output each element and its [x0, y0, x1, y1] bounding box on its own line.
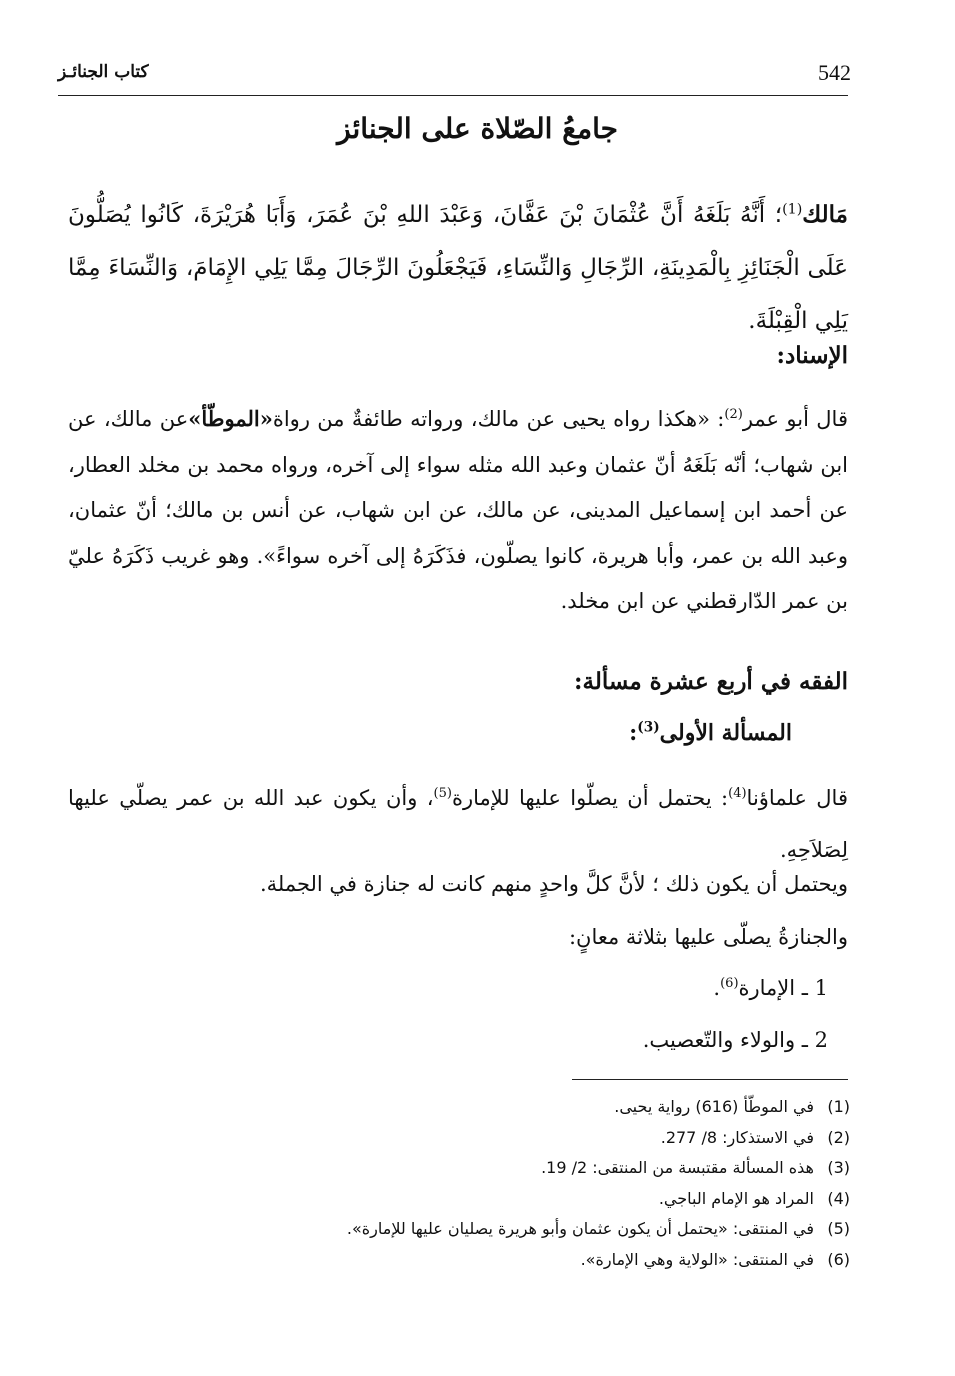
- footnote: [150, 1092, 850, 1123]
- footnote-ref-1: (1): [782, 201, 803, 218]
- footnote-ref-2: (2): [724, 407, 743, 422]
- list-item-1-text: 1 ـ الإمارة: [738, 976, 828, 1000]
- footnote: [150, 1153, 850, 1184]
- isnad-part1: قال أبو عمر: [742, 407, 848, 431]
- subsection-heading: [629, 720, 792, 746]
- header-rule: [58, 95, 848, 96]
- isnad-part3: عن مالك، عن ابن شهاب؛ أنّه بَلَغَهُ أنّ عثمان وعبد الله مثله سواء إلى آخره، ورواه محمد بن مخلد العطار، عن أحمد ابن إسماعيل المدينى، عن مالك، عن ابن شهاب، عن أنس بن مالك؛ أنّ عثمان، وعبد الله بن عمر، وأبا هريرة، كانوا يصلّون، فذَكَرَهُ إلى آخره سواءً». وهو غريب ذَكَرَهُ عليّ بن عمر الدّارقطني عن ابن مخلد.: [68, 407, 848, 613]
- section-heading-fiqh: الفقه في أربع عشرة مسألة:: [574, 668, 848, 695]
- list-item-2: 2 ـ والولاء والتّعصيب.: [642, 1028, 828, 1052]
- page-number: 542: [818, 60, 851, 85]
- footnote: [150, 1184, 850, 1215]
- footnote-ref-6: (6): [720, 976, 739, 991]
- footnote-number: (6): [827, 1249, 850, 1269]
- isnad-part2: : «هكذا رواه يحيى عن مالك، ورواته طائفةٌ من رواة: [272, 407, 725, 431]
- footnote-number: (3): [827, 1158, 850, 1177]
- running-header: كتاب الجنائـز: [58, 62, 149, 82]
- subsection-label: المسألة الأولى: [659, 720, 792, 746]
- footnote: [150, 1123, 850, 1154]
- footnote-ref-4: (4): [728, 786, 747, 801]
- footnote: [150, 1245, 850, 1276]
- footnote-ref-3: (3): [637, 719, 660, 736]
- footnote-text: المراد هو الإمام الباجي.: [658, 1188, 814, 1208]
- hadith-lead: مَالك: [802, 201, 848, 228]
- footnote-ref-5: (5): [433, 786, 452, 801]
- footnote-text: في الاستذكار: 8/ 277.: [660, 1127, 814, 1147]
- section-heading-isnad: الإسناد:: [776, 342, 848, 369]
- footnote-text: هذه المسألة مقتبسة من المنتقى: 2/ 19.: [541, 1158, 814, 1177]
- footnote-text: في المنتقى: «يحتمل أن يكون عثمان وأبو هريرة يصليان عليها للإمارة».: [346, 1219, 814, 1238]
- footnote-number: (4): [827, 1188, 850, 1208]
- list-item-1: [713, 976, 828, 1000]
- footnote: [150, 1214, 850, 1245]
- hadith-text: ؛ أَنَّهُ بَلَغَهُ أَنَّ عُثْمَانَ بْنَ عَفَّانَ، وَعَبْدَ اللهِ بْنَ عُمَرَ، وَأَبَا هُرَيْرَةَ، كَانُوا يُصَلُّونَ عَلَى الْجَنَائِزِ بِالْمَدِينَةِ، الرِّجَالِ وَالنِّسَاءِ، فَيَجْعَلُونَ الرِّجَالَ مِمَّا يَلِي الإِمَامَ، وَالنِّسَاءَ مِمَّا يَلِي الْقِبْلَةَ.: [68, 202, 848, 334]
- isnad-paragraph: [68, 396, 848, 625]
- p3-part1: قال علماؤنا: [746, 786, 848, 810]
- hadith-paragraph: [68, 188, 848, 348]
- isnad-bold-title: «الموطّأ»: [188, 406, 273, 431]
- discussion-paragraph: [68, 772, 848, 876]
- text-line-1: ويحتمل أن يكون ذلك ؛ لأنَّ كلَّ واحدٍ منهم كانت له جنازة في الجملة.: [259, 872, 848, 896]
- footnotes: [150, 1092, 850, 1275]
- chapter-title: جامعُ الصّلاة على الجنائز: [337, 112, 618, 145]
- footnote-number: (1): [827, 1097, 850, 1116]
- text-line-2: والجنازةُ يصلّى عليها بثلاثة معانٍ:: [568, 925, 848, 949]
- footnote-number: (2): [827, 1127, 850, 1147]
- p3-part2: : يحتمل أن يصلّوا عليها للإمارة: [451, 786, 729, 810]
- subsection-colon: :: [629, 720, 638, 746]
- list-item-1-end: .: [713, 976, 721, 1000]
- footnote-rule: [572, 1079, 848, 1080]
- footnote-number: (5): [827, 1219, 850, 1238]
- footnote-text: في الموطّأ (616) رواية يحيى.: [614, 1097, 814, 1116]
- p3-part3: ، وأن يكون عبد الله بن عمر يصلّي عليها لِصَلاَحِهِ.: [68, 786, 848, 862]
- footnote-text: في المنتقى: «الولاية وهي الإمارة».: [580, 1249, 814, 1269]
